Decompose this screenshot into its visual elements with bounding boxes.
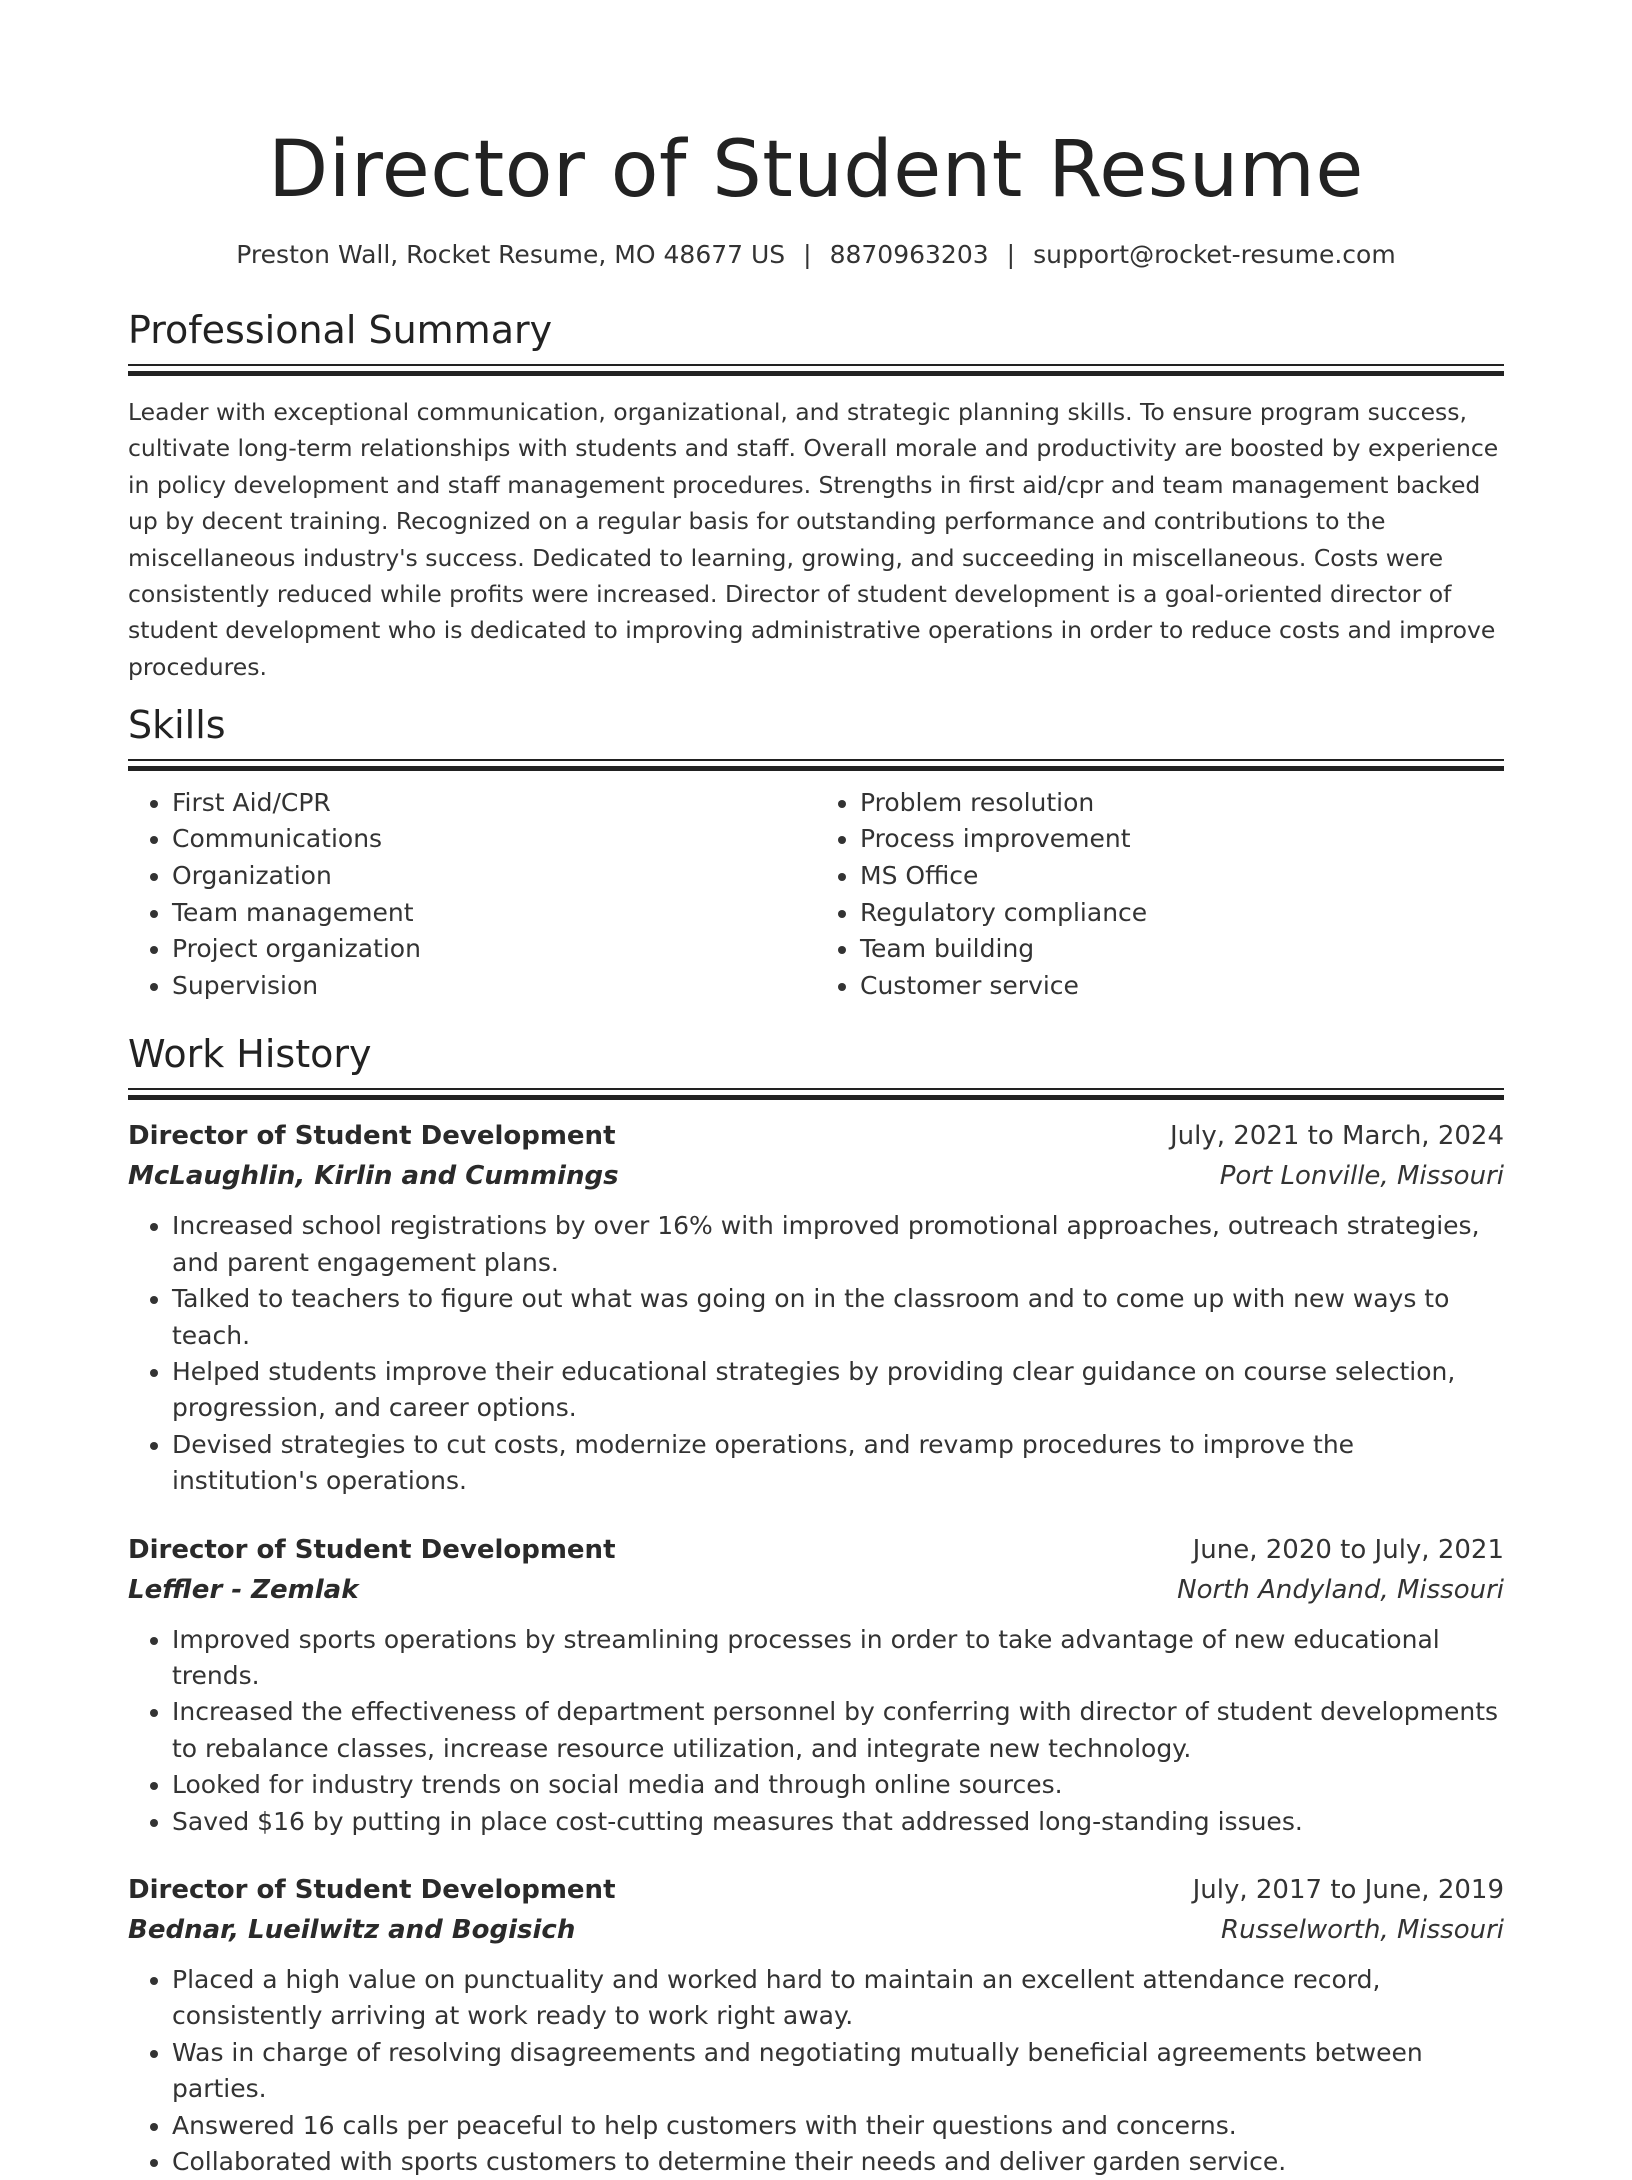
section-divider <box>128 364 1504 376</box>
job-title: Director of Student Development <box>128 1875 616 1905</box>
job-location: North Andyland, Missouri <box>1177 1574 1504 1605</box>
job-subheader <box>128 1570 1504 1610</box>
skill-item: • Customer service <box>860 968 1504 1005</box>
job-bullet: • Talked to teachers to figure out what was going on in the classroom and to come up with new ways to teach. <box>172 1281 1504 1354</box>
job-bullet: • Was in charge of resolving disagreements and negotiating mutually beneficial agreements between parties. <box>172 2035 1504 2108</box>
summary-heading: Professional Summary <box>128 308 553 352</box>
resume-page <box>128 0 1504 2180</box>
job-location: Russelworth, Missouri <box>1221 1915 1504 1945</box>
job-header <box>128 1870 1504 1910</box>
job-dates: July, 2021 to March, 2024 <box>1169 1121 1504 1152</box>
skill-item: • Project organization <box>172 931 816 968</box>
contact-address: Preston Wall, Rocket Resume, MO 48677 US <box>236 240 786 269</box>
skill-item: • Process improvement <box>860 821 1504 858</box>
skill-item: • Team management <box>172 895 816 932</box>
skills-list-right <box>816 785 1504 1005</box>
job-entry <box>128 1870 1504 2180</box>
job-bullets <box>128 1622 1504 1840</box>
job-company: Bednar, Lueilwitz and Bogisich <box>128 1915 576 1945</box>
skill-item: • Communications <box>172 821 816 858</box>
job-bullet: • Collaborated with sports customers to determine their needs and deliver garden service. <box>172 2144 1504 2180</box>
job-title: Director of Student Development <box>128 1534 616 1565</box>
section-divider <box>128 759 1504 771</box>
job-company: Leffler - Zemlak <box>128 1574 359 1605</box>
skill-item: • MS Office <box>860 858 1504 895</box>
job-entry <box>128 1530 1504 1840</box>
skills-heading: Skills <box>128 702 226 747</box>
job-dates: June, 2020 to July, 2021 <box>1192 1534 1504 1565</box>
skills-list-left <box>128 785 816 1005</box>
job-bullet: • Saved $16 by putting in place cost-cutting measures that addressed long-standing issues. <box>172 1804 1504 1840</box>
job-bullet: • Answered 16 calls per peaceful to help customers with their questions and concerns. <box>172 2108 1504 2144</box>
job-header <box>128 1116 1504 1156</box>
contact-phone: 8870963203 <box>829 240 989 269</box>
job-bullets <box>128 1208 1504 1499</box>
job-bullets <box>128 1962 1504 2180</box>
job-location: Port Lonville, Missouri <box>1219 1161 1504 1192</box>
job-subheader <box>128 1910 1504 1950</box>
job-title: Director of Student Development <box>128 1121 616 1152</box>
skill-item: • Team building <box>860 931 1504 968</box>
job-bullet: • Placed a high value on punctuality and worked hard to maintain an excellent attendance record, consistently arriving at work ready to work right away. <box>172 1962 1504 2035</box>
contact-line <box>128 238 1504 272</box>
work-heading: Work History <box>128 1032 372 1077</box>
resume-title: Director of Student Resume <box>268 125 1364 215</box>
contact-email[interactable]: support@rocket-resume.com <box>1033 240 1396 269</box>
skill-item: • Problem resolution <box>860 785 1504 822</box>
contact-separator: | <box>803 240 812 269</box>
job-bullet: • Increased school registrations by over 16% with improved promotional approaches, outreach strategies, and parent engagement plans. <box>172 1208 1504 1281</box>
skill-item: • Organization <box>172 858 816 895</box>
skill-item: • Supervision <box>172 968 816 1005</box>
contact-separator: | <box>1006 240 1016 269</box>
job-entry <box>128 1116 1504 1499</box>
skills-section <box>128 701 1504 1005</box>
job-header <box>128 1530 1504 1570</box>
work-section <box>128 1030 1504 2180</box>
job-bullet: • Increased the effectiveness of department personnel by conferring with director of student developments to rebalance classes, increase resource utilization, and integrate new technology. <box>172 1694 1504 1767</box>
skill-item: • Regulatory compliance <box>860 895 1504 932</box>
summary-section <box>128 306 1504 685</box>
job-bullet: • Devised strategies to cut costs, modernize operations, and revamp procedures to improve the institution's operations. <box>172 1427 1504 1500</box>
job-dates: July, 2017 to June, 2019 <box>1192 1875 1504 1905</box>
job-company: McLaughlin, Kirlin and Cummings <box>128 1161 619 1192</box>
job-bullet: • Helped students improve their educational strategies by providing clear guidance on course selection, progression, and career options. <box>172 1354 1504 1427</box>
job-bullet: • Improved sports operations by streamlining processes in order to take advantage of new educational trends. <box>172 1622 1504 1695</box>
skills-columns <box>128 785 1504 1005</box>
job-subheader <box>128 1156 1504 1196</box>
summary-text: Leader with exceptional communication, organizational, and strategic planning skills. To ensure program success, cultivate long-term relationships with students and staff. Overall morale and productivity are boosted by experience in policy development and staff management procedures. Strengths in first aid/cpr and team management backed up by decent training. Recognized on a regular basis for outstanding performance and contributions to the miscellaneous industry's success. Dedicated to learning, growing, and succeeding in miscellaneous. Costs were consistently reduced while profits were increased. Director of student development is a goal-oriented director of student development who is dedicated to improving administrative operations in order to reduce costs and improve procedures. <box>128 398 1499 681</box>
skill-item: • First Aid/CPR <box>172 785 816 822</box>
job-bullet: • Looked for industry trends on social media and through online sources. <box>172 1767 1504 1803</box>
section-divider <box>128 1088 1504 1100</box>
